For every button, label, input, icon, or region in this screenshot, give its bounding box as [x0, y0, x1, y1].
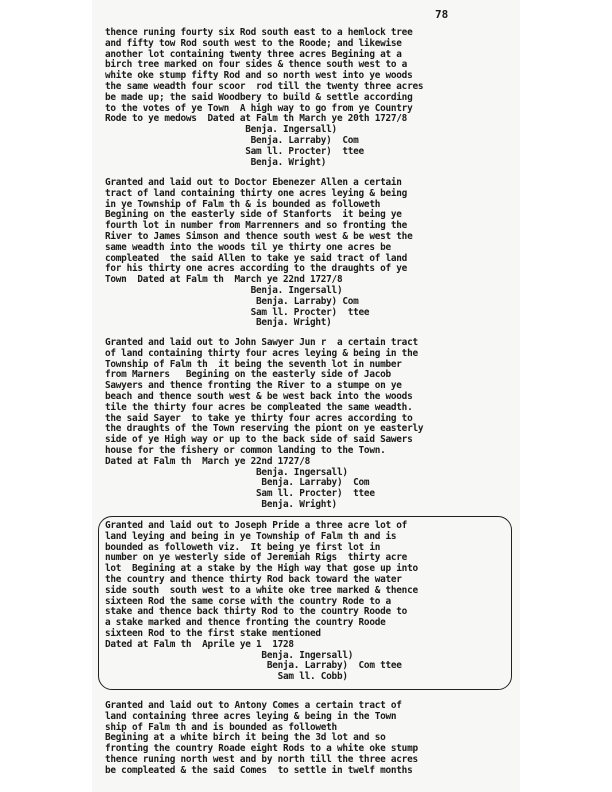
entry-text-line: be compleated & the said Comes to settle in twelf months — [105, 764, 413, 776]
entry-text-line: sixteen Rod to the first stake mentioned — [105, 627, 321, 639]
entry-text-line: sixteen Rod the same corse with the country Rode to a — [105, 595, 391, 607]
signature-line: Benja. Larraby) Com — [105, 134, 359, 146]
entry-text-line: compleated the said Allen to take ye said tract of land — [105, 252, 408, 264]
entry-text-line: ship of Falm th and is bounded as followeth — [105, 721, 337, 733]
signature-line: Benja. Larraby) Com ttee — [105, 660, 402, 672]
entry-text-line: the said Sayer to take ye thirty four acres according to — [105, 412, 413, 424]
signature-line: Sam ll. Procter) ttee — [105, 488, 375, 500]
signature-line: Sam ll. Procter) ttee — [105, 306, 370, 318]
entry-text-line: white oke stump fifty Rod and so north west into ye woods — [105, 70, 413, 82]
signature-line: Benja. Ingersall) — [105, 284, 343, 296]
entry-text-line: land leying and being in ye Township of Falm th and is — [105, 530, 397, 542]
grant-entry-allen — [105, 178, 505, 329]
entry-text-line: Granted and laid out to John Sawyer Jun r a certain tract — [105, 337, 418, 348]
signature-line: Benja. Wright) — [105, 317, 332, 329]
entry-text-line: land containing three acres leying & being in the Town — [105, 710, 397, 722]
entry-text-line: another lot containing twenty three acres Begining at a — [105, 48, 402, 60]
entry-text-line: Begining at a white birch it being the 3d lot and so — [105, 732, 386, 744]
signature-line: Benja. Ingersall) — [105, 124, 337, 136]
entry-text-line: to the votes of ye Town A high way to go from ye Country — [105, 102, 413, 114]
entry-text-line: tract of land containing thirty one acres leying & being — [105, 187, 408, 199]
entry-text-line: the same weadth four scoor rod till the twenty three acres — [105, 80, 424, 92]
page-number: 78 — [435, 8, 449, 21]
entry-text-line: Township of Falm th it being the seventh lot in number — [105, 358, 402, 370]
entry-text-line: lot Begining at a stake by the High way that gose up into — [105, 563, 418, 575]
grant-entry-comes — [105, 701, 505, 777]
entry-text-line: and fifty tow Rod south west to the Roode; and likewise — [105, 37, 402, 49]
signature-line: Sam ll. Procter) ttee — [105, 145, 364, 157]
entry-text-line: Dated at Falm th Aprile ye 1 1728 — [105, 638, 294, 650]
entry-text-line: fronting the country Roade eight Rods to a white oke stump — [105, 743, 418, 755]
entry-text-line: stake and thence back thirty Rod to the country Roode to — [105, 606, 408, 618]
signature-line: Benja. Wright) — [105, 156, 327, 168]
entry-text-line: thence runing north west and by north till the three acres — [105, 753, 418, 765]
entry-text-line: Rode to ye medows Dated at Falm th March ye 20th 1727/8 — [105, 113, 408, 125]
entry-text-line: Town Dated at Falm th March ye 22nd 1727/8 — [105, 274, 343, 286]
entry-text-line: Granted and laid out to Doctor Ebenezer Allen a certain — [105, 177, 402, 188]
entry-text-line: from Marners Begining on the easterly side of Jacob — [105, 369, 391, 381]
entry-text-line: be made up; the said Woodbery to build & settle according — [105, 91, 413, 103]
entry-text-line: in ye Township of Falm th & is bounded as followeth — [105, 198, 381, 210]
entry-text-line: the country and thence thirty Rod back toward the water — [105, 573, 402, 585]
signature-line: Benja. Ingersall) — [105, 649, 354, 661]
grant-entry-sawyer — [105, 338, 505, 511]
signature-line: Benja. Larraby) Com — [105, 295, 359, 307]
entry-text-line: number on ye westerly side of Jeremiah Rigs thirty acre — [105, 552, 408, 564]
entry-text-line: house for the fishery or common landing to the Town. — [105, 444, 386, 456]
entry-text-line: a stake marked and thence fronting the country Roode — [105, 617, 386, 629]
entry-text-line: tile the thirty four acres be compleated the same weadth. — [105, 401, 413, 413]
entry-text-line: Sawyers and thence fronting the River to a stumpe on ye — [105, 380, 402, 392]
entry-text-line: Begining on the easterly side of Stanforts it being ye — [105, 209, 402, 221]
entry-text-line: Granted and laid out to Antony Comes a certain tract of — [105, 700, 402, 711]
entry-text-line: same weadth into the woods til ye thirty one acres be — [105, 241, 391, 253]
signature-line: Benja. Ingersall) — [105, 466, 348, 478]
entry-text-line: River to James Simson and thence south west & be west the — [105, 230, 413, 242]
entry-text-line: for his thirty one acres according to the draughts of ye — [105, 263, 408, 275]
entry-text-line: side of ye High way or up to the back side of said Sawers — [105, 434, 413, 446]
signature-line: Benja. Larraby) Com — [105, 477, 370, 489]
entry-text-line: bounded as followeth viz. It being ye first lot in — [105, 541, 381, 553]
entry-text-line: thence runing fourty six Rod south east to a hemlock tree — [105, 27, 413, 38]
signature-line: Benja. Wright) — [105, 498, 337, 510]
entry-text-line: beach and thence south west & be west back into the woods — [105, 390, 413, 402]
entry-text-line: of land containing thirty four acres leying & being in the — [105, 347, 418, 359]
grant-entry-woodbery — [105, 28, 505, 168]
grant-entry-pride — [105, 521, 505, 683]
entry-text-line: Granted and laid out to Joseph Pride a three acre lot of — [105, 520, 408, 531]
signature-line: Sam ll. Cobb) — [105, 671, 348, 683]
entry-text-line: the draughts of the Town reserving the piont on ye easterly — [105, 423, 424, 435]
entry-text-line: fourth lot in number from Marrenners and so fronting the — [105, 220, 408, 232]
entry-text-line: Dated at Falm th March ye 22nd 1727/8 — [105, 455, 310, 467]
entry-text-line: side south south west to a white oke tree marked & thence — [105, 584, 418, 596]
entry-text-line: birch tree marked on four sides & thence south west to a — [105, 59, 408, 71]
